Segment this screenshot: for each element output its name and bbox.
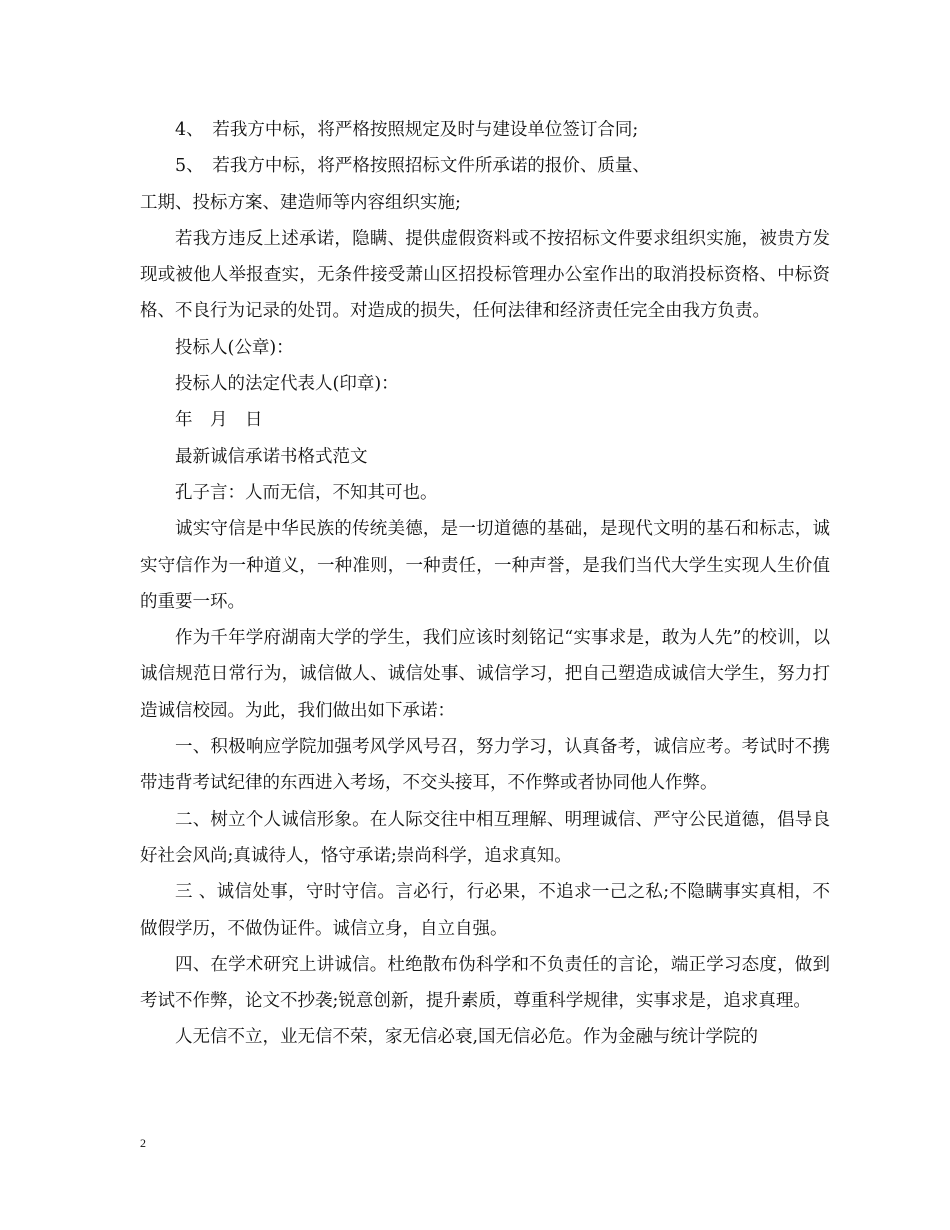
paragraph-2: 5、 若我方中标，将严格按照招标文件所承诺的报价、质量、 [175, 156, 650, 177]
page-number: 2 [140, 1136, 146, 1150]
paragraph-8: 最新诚信承诺书格式范文 [175, 446, 368, 467]
paragraph-15: 四、在学术研究上讲诚信。杜绝散布伪科学和不负责任的言论，端正学习态度，做到考试不作弊，论文不抄袭;锐意创新，提升素质，尊重科学规律，实事求是，追求真理。 [140, 954, 830, 1012]
paragraph-3: 工期、投标方案、建造师等内容组织实施; [140, 192, 461, 213]
paragraph-14: 三 、诚信处事，守时守信。言必行，行必果，不追求一己之私;不隐瞒事实真相，不做假学历，不做伪证件。诚信立身，自立自强。 [140, 882, 830, 939]
paragraph-11: 作为千年学府湖南大学的学生，我们应该时刻铭记“实事求是，敢为人先”的校训，以诚信规范日常行为，诚信做人、诚信处事、诚信学习，把自己塑造成诚信大学生，努力打造诚信校园。为此，我们做出如下承诺： [140, 628, 830, 721]
paragraph-10: 诚实守信是中华民族的传统美德，是一切道德的基础，是现代文明的基石和标志，诚实守信作为一种道义，一种准则，一种责任，一种声誉，是我们当代大学生实现人生价值的重要一环。 [140, 519, 830, 612]
paragraph-5: 投标人(公章)： [175, 337, 294, 358]
paragraph-1: 4、 若我方中标，将严格按照规定及时与建设单位签订合同; [175, 120, 639, 140]
paragraph-13: 二、树立个人诚信形象。在人际交往中相互理解、明理诚信、严守公民道德，倡导良好社会风尚;真诚待人，恪守承诺;崇尚科学，追求真知。 [140, 809, 830, 866]
document-body [140, 112, 830, 1056]
paragraph-4: 若我方违反上述承诺，隐瞒、提供虚假资料或不按招标文件要求组织实施，被贵方发现或被他人举报查实，无条件接受萧山区招投标管理办公室作出的取消投标资格、中标资格、不良行为记录的处罚。对造成的损失，任何法律和经济责任完全由我方负责。 [140, 228, 830, 322]
paragraph-6: 投标人的法定代表人(印章)： [175, 374, 399, 395]
paragraph-12: 一、积极响应学院加强考风学风号召，努力学习，认真备考，诚信应考。考试时不携带违背考试纪律的东西进入考场，不交头接耳，不作弊或者协同他人作弊。 [140, 737, 830, 794]
paragraph-7: 年 月 日 [175, 410, 263, 431]
paragraph-16: 人无信不立，业无信不荣，家无信必衰,国无信必危。作为金融与统计学院的 [175, 1027, 759, 1048]
paragraph-9: 孔子言：人而无信，不知其可也。 [175, 482, 438, 503]
